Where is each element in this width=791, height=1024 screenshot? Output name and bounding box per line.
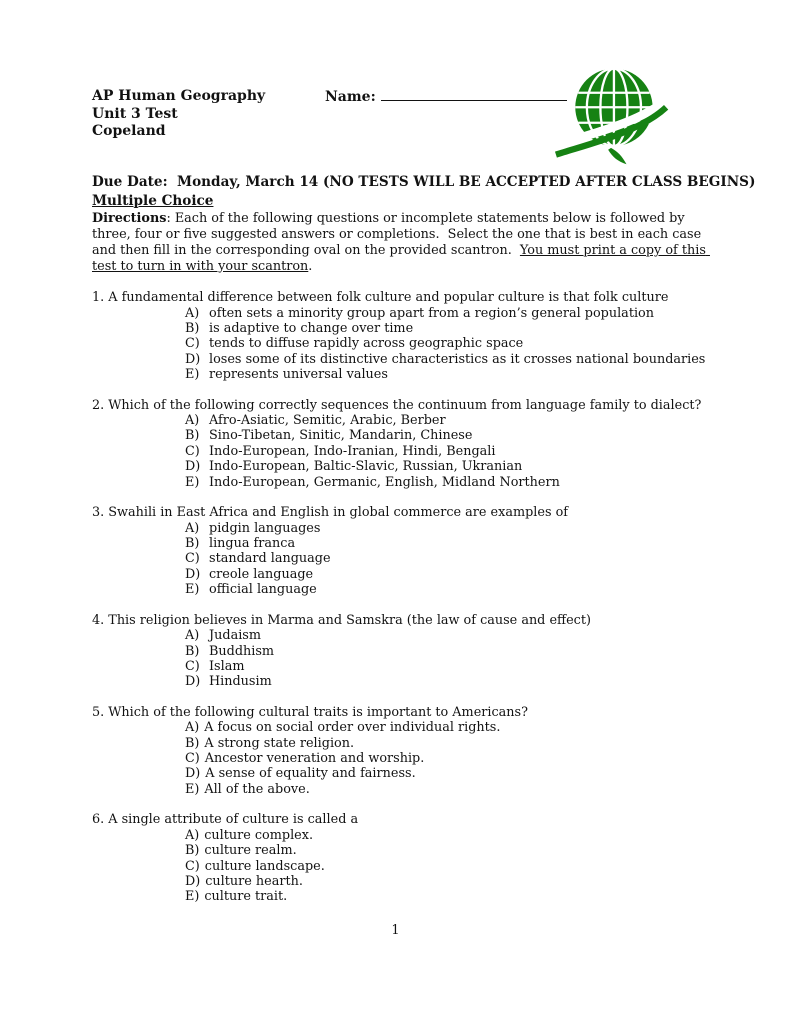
answer-option: [185, 413, 721, 428]
answer-options: [185, 413, 721, 490]
option-text: A strong state religion.: [204, 735, 355, 751]
name-label: Name:: [325, 89, 376, 105]
answer-option: [185, 367, 721, 382]
name-field: [325, 88, 567, 105]
option-text: Hindusim: [209, 674, 272, 690]
answer-option: [185, 751, 721, 766]
question-text: 5. Which of the following cultural traits is important to Americans?: [92, 704, 528, 720]
question: [92, 705, 721, 798]
option-letter: B): [185, 843, 200, 859]
answer-options: [185, 828, 721, 905]
option-text: represents universal values: [209, 367, 388, 383]
section-heading-multiple-choice: Multiple Choice: [92, 193, 214, 209]
answer-option: [185, 567, 721, 582]
option-text: All of the above.: [204, 781, 310, 797]
option-letter: D): [185, 873, 201, 889]
option-letter: C): [185, 336, 200, 352]
option-letter: D): [185, 674, 201, 690]
option-text: Indo-European, Germanic, English, Midland Northern: [209, 474, 560, 490]
directions-paragraph: [92, 211, 708, 275]
option-text: pidgin languages: [209, 520, 321, 536]
answer-option: [185, 336, 721, 351]
question: [92, 505, 721, 598]
page-number: 1: [391, 923, 400, 938]
option-letter: A): [185, 720, 200, 736]
option-letter: E): [185, 781, 200, 797]
answer-option: [185, 766, 721, 781]
option-text: Buddhism: [209, 643, 275, 659]
option-text: often sets a minority group apart from a region’s general population: [209, 305, 654, 321]
answer-option: [185, 459, 721, 474]
question: [92, 290, 721, 383]
option-letter: E): [185, 474, 200, 490]
option-letter: A): [185, 520, 200, 536]
option-text: culture trait.: [204, 889, 288, 905]
question-text: 6. A single attribute of culture is called a: [92, 812, 359, 828]
answer-options: [185, 521, 721, 598]
option-letter: E): [185, 367, 200, 383]
directions-suffix: .: [308, 259, 313, 274]
question-text: 3. Swahili in East Africa and English in global commerce are examples of: [92, 505, 569, 521]
option-letter: C): [185, 751, 200, 767]
answer-option: [185, 874, 721, 889]
option-letter: D): [185, 566, 201, 582]
answer-option: [185, 536, 721, 551]
answer-option: [185, 859, 721, 874]
directions-body: : Each of the following questions or incomplete statements below is followed by three, four or five suggested answers or completions. Select the one that is best in each case and then fill in the corresponding oval on the provided scantron.: [92, 211, 706, 258]
option-text: culture realm.: [204, 843, 297, 859]
name-blank-line: [381, 88, 567, 101]
answer-options: [185, 628, 721, 690]
document-header: [92, 88, 721, 146]
option-letter: B): [185, 735, 200, 751]
option-text: A focus on social order over individual rights.: [204, 720, 501, 736]
answer-option: [185, 475, 721, 490]
option-text: A sense of equality and fairness.: [205, 766, 416, 782]
question-text: 4. This religion believes in Marma and Samskra (the law of cause and effect): [92, 612, 591, 628]
option-letter: D): [185, 459, 201, 475]
option-letter: E): [185, 889, 200, 905]
option-text: standard language: [209, 551, 331, 567]
option-text: Sino-Tibetan, Sinitic, Mandarin, Chinese: [209, 428, 473, 444]
option-letter: D): [185, 351, 201, 367]
option-letter: C): [185, 443, 200, 459]
option-letter: C): [185, 551, 200, 567]
answer-option: [185, 659, 721, 674]
answer-option: [185, 889, 721, 904]
answer-option: [185, 720, 721, 735]
question: [92, 812, 721, 905]
option-text: Islam: [209, 658, 245, 674]
option-letter: A): [185, 305, 200, 321]
answer-option: [185, 551, 721, 566]
answer-option: [185, 444, 721, 459]
answer-option: [185, 782, 721, 797]
option-text: creole language: [209, 566, 314, 582]
option-letter: D): [185, 766, 201, 782]
answer-option: [185, 352, 721, 367]
option-text: Indo-European, Indo-Iranian, Hindi, Bengali: [209, 443, 496, 459]
option-text: Afro-Asiatic, Semitic, Arabic, Berber: [209, 413, 446, 429]
questions: [92, 290, 721, 905]
option-letter: A): [185, 413, 200, 429]
option-text: loses some of its distinctive characteristics as it crosses national boundaries: [209, 351, 706, 367]
option-letter: E): [185, 582, 200, 598]
answer-option: [185, 736, 721, 751]
test-title: Unit 3 Test: [92, 105, 178, 122]
answer-option: [185, 674, 721, 689]
option-letter: A): [185, 827, 200, 843]
globe-logo: [554, 64, 670, 166]
teacher-name: Copeland: [92, 123, 166, 139]
option-text: culture landscape.: [204, 858, 325, 874]
option-text: is adaptive to change over time: [209, 320, 414, 336]
answer-option: [185, 321, 721, 336]
answer-option: [185, 644, 721, 659]
answer-option: [185, 828, 721, 843]
option-text: culture complex.: [204, 827, 314, 843]
course-title: AP Human Geography: [92, 88, 266, 104]
option-letter: C): [185, 858, 200, 874]
question: [92, 613, 721, 690]
option-letter: B): [185, 320, 200, 336]
option-letter: A): [185, 628, 200, 644]
option-text: Indo-European, Baltic-Slavic, Russian, Ukranian: [209, 459, 523, 475]
answer-option: [185, 521, 721, 536]
option-letter: B): [185, 643, 200, 659]
directions-underlined-note: You must print a copy of this test to turn in with your scantron: [92, 243, 710, 274]
due-date-line: Due Date: Monday, March 14 (NO TESTS WILL BE ACCEPTED AFTER CLASS BEGINS): [92, 174, 756, 190]
globe-logo-graphic: [554, 64, 670, 166]
option-text: official language: [209, 582, 317, 598]
answer-option: [185, 428, 721, 443]
option-text: culture hearth.: [205, 873, 303, 889]
answer-option: [185, 306, 721, 321]
question-text: 1. A fundamental difference between folk culture and popular culture is that folk culture: [92, 290, 669, 305]
option-letter: C): [185, 658, 200, 674]
directions-label: Directions: [92, 211, 167, 226]
answer-option: [185, 582, 721, 597]
answer-options: [185, 720, 721, 797]
question-text: 2. Which of the following correctly sequences the continuum from language family to dialect?: [92, 397, 702, 413]
answer-options: [185, 306, 721, 383]
answer-option: [185, 628, 721, 643]
option-text: lingua franca: [209, 535, 296, 551]
option-text: Ancestor veneration and worship.: [204, 751, 425, 767]
answer-option: [185, 843, 721, 858]
option-text: Judaism: [209, 628, 261, 644]
option-letter: B): [185, 428, 200, 444]
question: [92, 398, 721, 491]
option-letter: B): [185, 535, 200, 551]
option-text: tends to diffuse rapidly across geographic space: [209, 336, 524, 352]
